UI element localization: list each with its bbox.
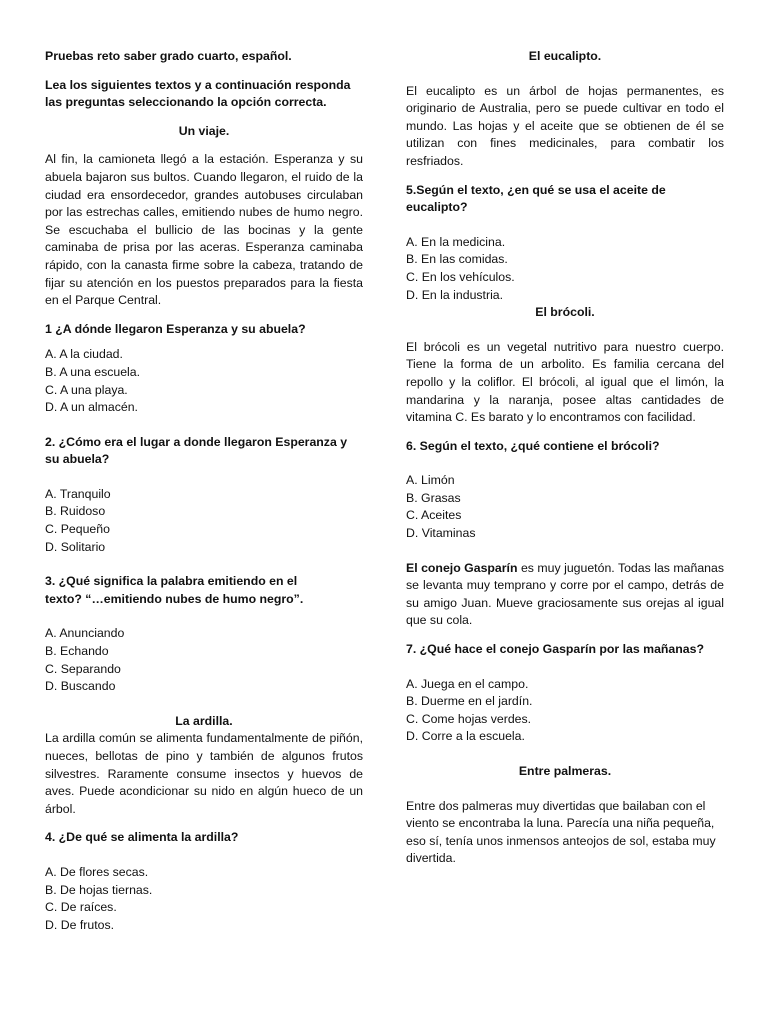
q3-option-a: A. Anunciando	[45, 626, 125, 641]
question-3-line-1: 3. ¿Qué significa la palabra emitiendo en el	[45, 574, 298, 589]
q7-option-d: D. Corre a la escuela.	[406, 729, 525, 744]
q6-option-d: D. Vitaminas	[406, 526, 476, 541]
q4-option-c: C. De raíces.	[45, 900, 117, 915]
q1-option-b: B. A una escuela.	[45, 364, 141, 379]
q1-option-d: D. A un almacén.	[45, 400, 138, 415]
question-6: 6. Según el texto, ¿qué contiene el brócoli?	[406, 438, 660, 453]
title-el-brocoli: El brócoli.	[535, 305, 595, 320]
q3-option-d: D. Buscando	[45, 679, 116, 694]
instructions: Lea los siguientes textos y a continuación responda las preguntas seleccionando la opción correcta.	[45, 77, 351, 110]
left-column	[45, 48, 363, 934]
q7-option-a: A. Juega en el campo.	[406, 676, 529, 691]
q2-option-a: A. Tranquilo	[45, 486, 111, 501]
q5-option-b: B. En las comidas.	[406, 252, 508, 267]
text-entre-palmeras: Entre dos palmeras muy divertidas que bailaban con el viento se encontraba la luna. Parecía una niña pequeña, eso sí, tenía unos inmensos anteojos de sol, estaba muy divertida.	[406, 798, 716, 866]
text-el-eucalipto: El eucalipto es un árbol de hojas permanentes, es originario de Australia, pero se puede cultivar en todo el mundo. Las hojas y el aceite que se obtienen de él se utilizan con fines medicinales, para combatir los resfriados.	[406, 83, 724, 168]
question-5: 5.Según el texto, ¿en qué se usa el aceite de eucalipto?	[406, 182, 666, 215]
q6-option-a: A. Limón	[406, 473, 455, 488]
text-el-brocoli: El brócoli es un vegetal nutritivo para nuestro cuerpo. Tiene la forma de un arbolito. Es familia cercana del repollo y la coliflor. El brócoli, al igual que el limón, la mandarina y la naranja, posee altas cantidades de vitamina C. Es barato y lo encontramos con facilidad.	[406, 339, 724, 425]
q4-option-d: D. De frutos.	[45, 917, 115, 932]
title-el-eucalipto: El eucalipto.	[528, 49, 602, 63]
title-entre-palmeras: Entre palmeras.	[518, 764, 612, 778]
worksheet-header: Pruebas reto saber grado cuarto, español.	[45, 49, 292, 63]
text-la-ardilla: La ardilla común se alimenta fundamentalmente de piñón, nueces, bellotas de pino y también de algunos frutos silvestres. Raramente consume insectos y huevos de aves. Puede acondicionar su nido en algún hueco de un árbol.	[45, 731, 363, 816]
q2-option-c: C. Pequeño	[45, 522, 110, 537]
question-2: 2. ¿Cómo era el lugar a donde llegaron Esperanza y su abuela?	[45, 434, 348, 467]
q4-option-b: B. De hojas tiernas.	[45, 882, 153, 897]
conejo-name: El conejo Gasparín	[406, 560, 518, 575]
question-7: 7. ¿Qué hace el conejo Gasparín por las mañanas?	[406, 642, 704, 657]
text-un-viaje: Al fin, la camioneta llegó a la estación. Esperanza y su abuela bajaron sus bultos. Cuando llegaron, el ruido de la ciudad era ensordecedor, grandes autobuses circulaban por las estrechas calles, emitiendo nubes de humo negro. Se escuchaba el bullicio de las bocinas y la gente caminaba de prisa por las aceras. Esperanza caminaba rápido, con la canasta firme sobre la cabeza, tratando de fijar su atención en los puestos preparados para la fiesta en el Parque Central.	[45, 152, 363, 308]
q1-option-c: C. A una playa.	[45, 382, 128, 397]
q7-option-b: B. Duerme en el jardín.	[406, 694, 533, 709]
q5-option-c: C. En los vehículos.	[406, 269, 515, 284]
conejo-text: es muy juguetón. Todas las mañanas se levanta muy temprano y corre por el campo, detrás de su amigo Juan. Mueve graciosamente sus orejas al igual que su cola.	[406, 560, 724, 628]
q5-option-d: D. En la industria.	[406, 287, 504, 302]
q6-option-c: C. Aceites	[406, 508, 462, 523]
q7-option-c: C. Come hojas verdes.	[406, 711, 532, 726]
text-el-conejo	[406, 560, 724, 630]
right-column	[406, 48, 724, 868]
q6-option-b: B. Grasas	[406, 490, 461, 505]
title-un-viaje: Un viaje.	[178, 123, 230, 138]
q2-option-b: B. Ruidoso	[45, 504, 106, 519]
question-3-line-2: texto? “…emitiendo nubes de humo negro”.	[45, 591, 304, 606]
question-1: 1 ¿A dónde llegaron Esperanza y su abuela?	[45, 321, 306, 336]
question-4: 4. ¿De qué se alimenta la ardilla?	[45, 830, 239, 845]
title-la-ardilla: La ardilla.	[175, 713, 233, 728]
q3-option-b: B. Echando	[45, 644, 109, 659]
q4-option-a: A. De flores secas.	[45, 864, 149, 879]
q3-option-c: C. Separando	[45, 661, 121, 676]
q5-option-a: A. En la medicina.	[406, 234, 506, 249]
q1-option-a: A. A la ciudad.	[45, 347, 123, 362]
q2-option-d: D. Solitario	[45, 539, 106, 554]
